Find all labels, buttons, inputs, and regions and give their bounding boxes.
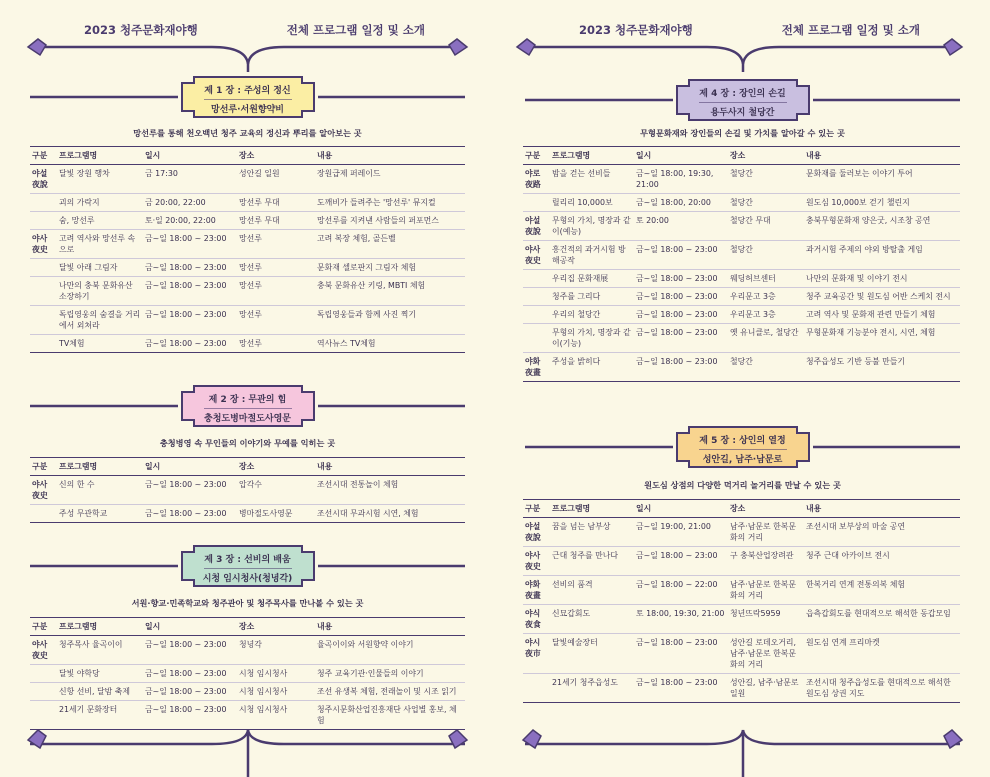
table-row — [523, 576, 960, 605]
place-cell: 망선루 무대 — [237, 194, 315, 212]
place-cell: 압각수 — [237, 476, 315, 505]
header-subtitle: 전체 프로그램 일정 및 소개 — [286, 23, 425, 37]
program-name-cell: 달빛 아래 그림자 — [57, 259, 143, 277]
content-cell: 충북 문화유산 키링, MBTI 체험 — [315, 277, 465, 306]
program-name-cell: 흥건적의 과거시험 방해공작 — [550, 241, 634, 270]
place-cell: 철당간 — [728, 165, 804, 194]
program-name-cell: 신항 선비, 달밤 축제 — [57, 683, 143, 701]
chapter-3-location: 시청 임시청사(청녕각) — [202, 574, 293, 584]
time-cell: 금~일 18:00, 19:30, 21:00 — [634, 165, 728, 194]
table-row — [523, 270, 960, 288]
program-name-cell: 주성을 밝히다 — [550, 353, 634, 382]
table-row — [30, 505, 465, 523]
chapter-2-badge — [180, 384, 316, 428]
category-cell: 야설 夜說 — [30, 165, 57, 194]
col-name-header: 프로그램명 — [550, 500, 634, 518]
time-cell: 금~일 18:00 ~ 23:00 — [634, 674, 728, 703]
program-name-cell: 주성 무관학교 — [57, 505, 143, 523]
table-row — [30, 636, 465, 665]
chapter-1-table — [30, 146, 465, 353]
category-cell — [523, 306, 550, 324]
program-name-cell: 청주를 그리다 — [550, 288, 634, 306]
corner-ornament-icon — [28, 730, 46, 748]
col-content-header: 내용 — [315, 618, 465, 636]
table-row — [523, 288, 960, 306]
col-time-header: 일시 — [143, 458, 237, 476]
program-name-cell: 무형의 가치, 명장과 같이(예능) — [550, 212, 634, 241]
col-place-header: 장소 — [728, 500, 804, 518]
time-cell: 금~일 18:00 ~ 23:00 — [143, 505, 237, 523]
time-cell: 금~일 18:00 ~ 23:00 — [634, 634, 728, 674]
place-cell: 망선루 — [237, 259, 315, 277]
table-row — [523, 324, 960, 353]
content-cell: 청주 근대 아카이브 전시 — [804, 547, 960, 576]
program-name-cell: 밤을 걷는 선비들 — [550, 165, 634, 194]
place-cell: 망선루 — [237, 335, 315, 353]
chapter-2-description: 충청병영 속 무인들의 이야기와 무예를 익히는 곳 — [159, 438, 336, 448]
corner-ornament-icon — [449, 39, 467, 55]
place-cell: 구 충북산업장려관 — [728, 547, 804, 576]
category-cell: 야시 夜市 — [523, 634, 550, 674]
category-cell: 야사 夜史 — [523, 241, 550, 270]
category-cell — [30, 259, 57, 277]
place-cell: 병마절도사영문 — [237, 505, 315, 523]
table-row — [523, 605, 960, 634]
category-cell — [523, 288, 550, 306]
header-title: 2023 청주문화재야행 — [579, 23, 693, 37]
content-cell: 독립영웅들과 함께 사진 찍기 — [315, 306, 465, 335]
content-cell: 조선시대 보부상의 마술 공연 — [804, 518, 960, 547]
content-cell: 율곡이이와 서원향약 이야기 — [315, 636, 465, 665]
place-cell: 청년뜨락5959 — [728, 605, 804, 634]
table-row — [30, 306, 465, 335]
place-cell: 청녕각 — [237, 636, 315, 665]
content-cell: 장원급제 퍼레이드 — [315, 165, 465, 194]
table-row — [30, 335, 465, 353]
col-place-header: 장소 — [237, 458, 315, 476]
table-row — [30, 277, 465, 306]
content-cell: 충북무형문화재 양은굿, 시조창 공연 — [804, 212, 960, 241]
time-cell: 금~일 18:00 ~ 23:00 — [143, 306, 237, 335]
program-name-cell: 우리의 철당간 — [550, 306, 634, 324]
header-title: 2023 청주문화재야행 — [84, 23, 198, 37]
col-place-header: 장소 — [237, 618, 315, 636]
program-name-cell: 청주목사 율곡이이 — [57, 636, 143, 665]
table-row — [523, 306, 960, 324]
time-cell: 금~일 19:00, 21:00 — [634, 518, 728, 547]
time-cell: 금~일 18:00 ~ 23:00 — [634, 288, 728, 306]
category-cell: 야사 夜史 — [523, 547, 550, 576]
table-row — [523, 353, 960, 382]
category-cell — [523, 674, 550, 703]
time-cell: 토 18:00, 19:30, 21:00 — [634, 605, 728, 634]
col-name-header: 프로그램명 — [57, 458, 143, 476]
content-cell: 한복거리 연계 전통의복 체험 — [804, 576, 960, 605]
time-cell: 금~일 18:00 ~ 23:00 — [143, 665, 237, 683]
col-cat-header: 구분 — [523, 147, 550, 165]
program-name-cell: TV체험 — [57, 335, 143, 353]
table-row — [30, 476, 465, 505]
place-cell: 성안길, 남주·남문로 일원 — [728, 674, 804, 703]
content-cell: 과거시험 주제의 야외 방탈출 게임 — [804, 241, 960, 270]
col-time-header: 일시 — [143, 147, 237, 165]
place-cell: 철당간 — [728, 194, 804, 212]
table-row — [523, 674, 960, 703]
category-cell: 야식 夜食 — [523, 605, 550, 634]
col-cat-header: 구분 — [30, 458, 57, 476]
place-cell: 망선루 — [237, 230, 315, 259]
time-cell: 금~일 18:00 ~ 23:00 — [143, 683, 237, 701]
category-cell — [523, 324, 550, 353]
place-cell: 성안길 일원 — [237, 165, 315, 194]
category-cell — [30, 194, 57, 212]
time-cell: 금~일 18:00 ~ 23:00 — [634, 324, 728, 353]
header-subtitle: 전체 프로그램 일정 및 소개 — [781, 23, 920, 37]
col-content-header: 내용 — [804, 147, 960, 165]
category-cell — [30, 306, 57, 335]
program-name-cell: 21세기 청주읍성도 — [550, 674, 634, 703]
chapter-2-table — [30, 457, 465, 523]
time-cell: 금~일 18:00 ~ 23:00 — [634, 306, 728, 324]
content-cell: 청주 교육기관·인물들의 이야기 — [315, 665, 465, 683]
chapter-4-description: 무형문화재와 장인들의 손길 및 가치를 알아갈 수 있는 곳 — [640, 128, 845, 138]
table-row — [30, 683, 465, 701]
content-cell: 조선시대 청주읍성도를 현대적으로 해석한 원도심 상권 지도 — [804, 674, 960, 703]
table-row — [30, 701, 465, 730]
corner-ornament-icon — [944, 730, 962, 748]
content-cell: 조선 유생복 체험, 전래놀이 및 시조 읽기 — [315, 683, 465, 701]
chapter-5-title: 제 5 장 : 상인의 열정 — [699, 433, 787, 450]
program-name-cell: 선비의 품격 — [550, 576, 634, 605]
category-cell: 야설 夜說 — [523, 518, 550, 547]
time-cell: 금~일 18:00 ~ 23:00 — [143, 230, 237, 259]
table-row — [523, 165, 960, 194]
chapter-4-location: 용두사지 철당간 — [710, 108, 775, 118]
content-cell: 청주시문화산업진흥재단 사업별 홍보, 체험 — [315, 701, 465, 730]
col-content-header: 내용 — [315, 147, 465, 165]
table-row — [523, 241, 960, 270]
time-cell: 금 17:30 — [143, 165, 237, 194]
chapter-1-title: 제 1 장 : 주성의 정신 — [204, 83, 292, 100]
col-content-header: 내용 — [315, 458, 465, 476]
chapter-2-title: 제 2 장 : 무관의 힘 — [204, 392, 292, 409]
content-cell: 도깨비가 들려주는 '망선루' 뮤지컬 — [315, 194, 465, 212]
place-cell: 시청 임시청사 — [237, 665, 315, 683]
program-name-cell: 괴의 가락지 — [57, 194, 143, 212]
content-cell: 나만의 문화재 및 이야기 전시 — [804, 270, 960, 288]
corner-ornament-icon — [517, 39, 535, 55]
program-name-cell: 독립영웅의 숨결을 거리에서 외쳐라 — [57, 306, 143, 335]
program-name-cell: 꿈을 넘는 남부상 — [550, 518, 634, 547]
place-cell: 남주·남문로 한복문화의 거리 — [728, 576, 804, 605]
corner-ornament-icon — [944, 39, 962, 55]
place-cell: 웨딩허브센터 — [728, 270, 804, 288]
table-row — [523, 634, 960, 674]
col-cat-header: 구분 — [30, 618, 57, 636]
chapter-3-title: 제 3 장 : 선비의 배움 — [204, 552, 292, 569]
chapter-2-location: 충청도병마절도사영문 — [204, 414, 291, 424]
category-cell — [30, 701, 57, 730]
place-cell: 우리문고 3층 — [728, 306, 804, 324]
col-place-header: 장소 — [237, 147, 315, 165]
chapter-5-badge — [675, 425, 811, 469]
category-cell — [30, 277, 57, 306]
chapter-5-location: 성안길, 남주·남문로 — [702, 455, 783, 465]
program-name-cell: 무형의 가치, 명장과 같이(기능) — [550, 324, 634, 353]
category-cell: 야사 夜史 — [30, 636, 57, 665]
chapter-3-table — [30, 617, 465, 730]
content-cell: 무형문화재 기능분야 전시, 시연, 체험 — [804, 324, 960, 353]
content-cell: 문화재를 둘러보는 이야기 투어 — [804, 165, 960, 194]
time-cell: 토·일 20:00, 22:00 — [143, 212, 237, 230]
time-cell: 금~일 18:00 ~ 22:00 — [634, 576, 728, 605]
time-cell: 금~일 18:00 ~ 23:00 — [143, 476, 237, 505]
chapter-3-description: 서원·향교·민족학교와 청주관아 및 청주목사를 만나볼 수 있는 곳 — [131, 598, 364, 608]
category-cell: 야화 夜畫 — [523, 576, 550, 605]
time-cell: 금~일 18:00 ~ 23:00 — [634, 241, 728, 270]
chapter-4-title: 제 4 장 : 장인의 손길 — [699, 86, 787, 103]
time-cell: 금~일 18:00 ~ 23:00 — [634, 547, 728, 576]
table-row — [30, 165, 465, 194]
col-time-header: 일시 — [634, 147, 728, 165]
corner-ornament-icon — [523, 730, 541, 748]
category-cell — [523, 194, 550, 212]
content-cell: 고려 역사 및 문화재 관련 만들기 체험 — [804, 306, 960, 324]
place-cell: 남주·남문로 한복문화의 거리 — [728, 518, 804, 547]
category-cell: 야화 夜畫 — [523, 353, 550, 382]
chapter-5-description: 원도심 상점의 다양한 먹거리 놀거리를 만날 수 있는 곳 — [644, 480, 841, 490]
category-cell — [30, 335, 57, 353]
place-cell: 철당간 — [728, 353, 804, 382]
table-row — [30, 230, 465, 259]
category-cell: 야설 夜說 — [523, 212, 550, 241]
content-cell: 원도심 연계 프리마켓 — [804, 634, 960, 674]
program-name-cell: 고려 역사와 망선루 속으로 — [57, 230, 143, 259]
chapter-4-table — [523, 146, 960, 382]
col-time-header: 일시 — [143, 618, 237, 636]
table-row — [30, 665, 465, 683]
col-name-header: 프로그램명 — [57, 618, 143, 636]
chapter-5-table — [523, 499, 960, 703]
place-cell: 망선루 — [237, 306, 315, 335]
place-cell: 시청 임시청사 — [237, 701, 315, 730]
program-name-cell: 신묘갑회도 — [550, 605, 634, 634]
table-row — [523, 194, 960, 212]
content-cell: 원도심 10,000보 걷기 챌린지 — [804, 194, 960, 212]
category-cell — [30, 683, 57, 701]
category-cell: 야로 夜路 — [523, 165, 550, 194]
content-cell: 역사뉴스 TV체험 — [315, 335, 465, 353]
col-cat-header: 구분 — [30, 147, 57, 165]
time-cell: 금~일 18:00 ~ 23:00 — [143, 335, 237, 353]
program-name-cell: 신의 한 수 — [57, 476, 143, 505]
category-cell — [30, 665, 57, 683]
content-cell: 문화재 셀로판지 그림자 체험 — [315, 259, 465, 277]
time-cell: 금~일 18:00 ~ 23:00 — [634, 353, 728, 382]
program-name-cell: 근대 청주를 만나다 — [550, 547, 634, 576]
place-cell: 우리문고 3층 — [728, 288, 804, 306]
category-cell — [30, 212, 57, 230]
time-cell: 금~일 18:00 ~ 23:00 — [143, 636, 237, 665]
corner-ornament-icon — [28, 39, 46, 55]
time-cell: 금~일 18:00, 20:00 — [634, 194, 728, 212]
page-right — [495, 0, 990, 777]
category-cell: 야사 夜史 — [30, 476, 57, 505]
program-name-cell: 달빛 야학당 — [57, 665, 143, 683]
table-row — [523, 518, 960, 547]
col-name-header: 프로그램명 — [57, 147, 143, 165]
program-name-cell: 달빛예술장터 — [550, 634, 634, 674]
col-cat-header: 구분 — [523, 500, 550, 518]
col-time-header: 일시 — [634, 500, 728, 518]
time-cell: 금~일 18:00 ~ 23:00 — [143, 259, 237, 277]
time-cell: 금~일 18:00 ~ 23:00 — [634, 270, 728, 288]
category-cell — [523, 270, 550, 288]
table-row — [30, 212, 465, 230]
content-cell: 청주읍성도 기반 등불 만들기 — [804, 353, 960, 382]
col-name-header: 프로그램명 — [550, 147, 634, 165]
category-cell — [30, 505, 57, 523]
content-cell: 고려 복장 체험, 골든벨 — [315, 230, 465, 259]
table-row — [523, 547, 960, 576]
content-cell: 망선루를 지켜낸 사람들의 퍼포먼스 — [315, 212, 465, 230]
chapter-4-badge — [675, 78, 811, 122]
content-cell: 조선시대 전통놀이 체험 — [315, 476, 465, 505]
corner-ornament-icon — [449, 730, 467, 748]
time-cell: 금~일 18:00 ~ 23:00 — [143, 277, 237, 306]
program-name-cell: 나만의 충북 문화유산 소장하기 — [57, 277, 143, 306]
chapter-1-badge — [180, 75, 316, 119]
chapter-1-description: 망선루를 통해 천오백년 청주 교육의 정신과 뿌리를 알아보는 곳 — [133, 128, 362, 138]
content-cell: 청주 교육공간 및 원도심 어반 스케치 전시 — [804, 288, 960, 306]
col-place-header: 장소 — [728, 147, 804, 165]
category-cell: 야사 夜史 — [30, 230, 57, 259]
time-cell: 금 20:00, 22:00 — [143, 194, 237, 212]
time-cell: 토 20:00 — [634, 212, 728, 241]
content-cell: 조선시대 무과시험 시연, 체험 — [315, 505, 465, 523]
table-row — [30, 194, 465, 212]
place-cell: 망선루 무대 — [237, 212, 315, 230]
place-cell: 성안길 로데오거리, 남주·남문로 한복문화의 거리 — [728, 634, 804, 674]
place-cell: 시청 임시청사 — [237, 683, 315, 701]
program-name-cell: 달빛 장원 행차 — [57, 165, 143, 194]
place-cell: 철당간 무대 — [728, 212, 804, 241]
program-name-cell: 우리집 문화재展 — [550, 270, 634, 288]
program-name-cell: 21세기 문화장터 — [57, 701, 143, 730]
place-cell: 망선루 — [237, 277, 315, 306]
time-cell: 금~일 18:00 ~ 23:00 — [143, 701, 237, 730]
chapter-3-badge — [180, 544, 316, 588]
chapter-1-location: 망선루·서원향약비 — [211, 105, 284, 115]
program-name-cell: 숨, 망선루 — [57, 212, 143, 230]
program-name-cell: 릴리리 10,000보 — [550, 194, 634, 212]
place-cell: 철당간 — [728, 241, 804, 270]
col-content-header: 내용 — [804, 500, 960, 518]
table-row — [523, 212, 960, 241]
table-row — [30, 259, 465, 277]
place-cell: 옛 유니클로, 철당간 — [728, 324, 804, 353]
content-cell: 읍측갑회도를 현대적으로 해석한 동갑모임 — [804, 605, 960, 634]
